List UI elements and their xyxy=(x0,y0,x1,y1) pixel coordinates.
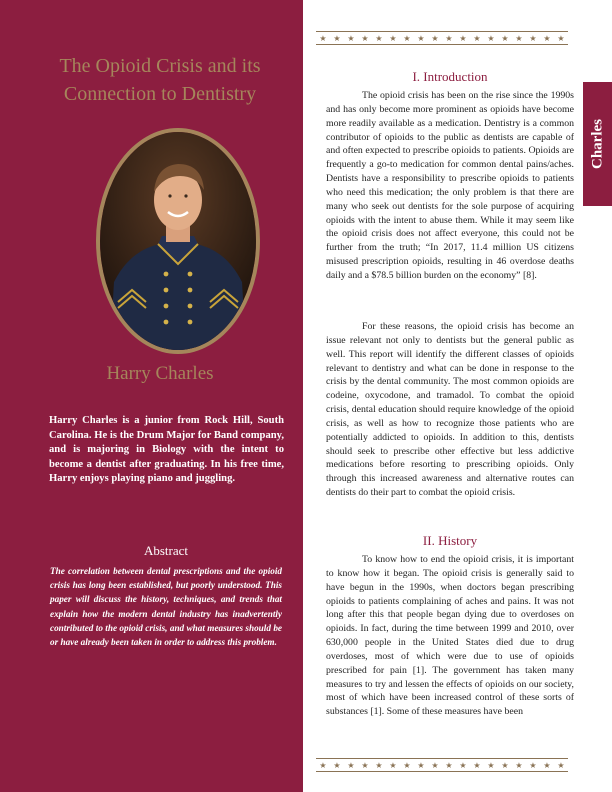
star-icon: ★ xyxy=(403,33,411,43)
author-tab xyxy=(583,82,612,206)
star-icon: ★ xyxy=(319,760,327,770)
star-icon: ★ xyxy=(445,760,453,770)
star-icon: ★ xyxy=(361,33,369,43)
star-icon: ★ xyxy=(431,33,439,43)
section-heading-history: II. History xyxy=(422,533,478,548)
star-icon: ★ xyxy=(347,760,355,770)
star-icon: ★ xyxy=(375,760,383,770)
star-icon: ★ xyxy=(417,33,425,43)
star-icon: ★ xyxy=(473,33,481,43)
intro-paragraph-2: For these reasons, the opioid crisis has become an issue relevant not only to dentists but the general public as well. This report will identify the different classes of opioids relevant to dentistry and what can be done in response to the crisis by the dental community. The most common opioids are codeine, oxycodone, and tramadol. To combat the opioid crisis, dental education should require knowledge of the opioid crisis, as well as how to recognize those patients who are potentially addicted to opioids. In addition to this, dentists should seek to prescribe other effective but less addictive medications before resorting to prescribing opioids. Only through this increased awareness and alternative routes can dentists do their part to combat the opioid crisis. xyxy=(326,321,574,499)
star-icon: ★ xyxy=(487,33,495,43)
star-icon: ★ xyxy=(557,760,565,770)
star-icon: ★ xyxy=(403,760,411,770)
section-heading-introduction: I. Introduction xyxy=(412,69,488,84)
bottom-star-border xyxy=(316,758,568,772)
title-line-1: The Opioid Crisis and its xyxy=(59,55,261,77)
author-portrait xyxy=(96,128,260,354)
star-icon: ★ xyxy=(319,33,327,43)
star-icon: ★ xyxy=(557,33,565,43)
star-icon: ★ xyxy=(529,33,537,43)
star-icon: ★ xyxy=(473,760,481,770)
title-line-2: Connection to Dentistry xyxy=(63,83,257,105)
star-icon: ★ xyxy=(501,33,509,43)
star-icon: ★ xyxy=(431,760,439,770)
star-icon: ★ xyxy=(361,760,369,770)
star-icon: ★ xyxy=(501,760,509,770)
star-icon: ★ xyxy=(543,33,551,43)
star-icon: ★ xyxy=(417,760,425,770)
intro-paragraph-1: The opioid crisis has been on the rise since the 1990s and has only become more prominent as opioids have become more readily available as a medication. Dentistry is a common contributor of opioids to the public as dentists are capable of and often expected to prescribe opioids to patients. Opioids are frequently a go-to medication for common dental pains/aches. Dentists have a responsibility to prescribe opioids to patients who need this medication; the only problem is that there are many who seek out dentists for the sole purpose of acquiring opioids with the intent to abuse them. While it may seem like the opioid crisis does not affect everyone, this could not be further from the truth; “In 2017, 11.4 million US citizens misused prescription opioids, resulting in 46 overdose deaths daily and a $78.5 billion burden on the economy” [8]. xyxy=(326,90,574,281)
star-icon: ★ xyxy=(529,760,537,770)
page-title xyxy=(20,52,300,108)
star-icon: ★ xyxy=(515,33,523,43)
star-icon: ★ xyxy=(347,33,355,43)
abstract-heading: Abstract xyxy=(143,543,189,558)
star-icon: ★ xyxy=(375,33,383,43)
author-bio: Harry Charles is a junior from Rock Hill, South Carolina. He is the Drum Major for Band company, and is majoring in Biology with the intent to become a dentist after graduating. In his free time, Harry enjoys playing piano and juggling. xyxy=(49,415,284,485)
star-icon: ★ xyxy=(487,760,495,770)
star-icon: ★ xyxy=(333,33,341,43)
top-star-border xyxy=(316,31,568,45)
portrait-image xyxy=(100,132,256,350)
abstract-text: The correlation between dental prescriptions and the opioid crisis has long been established, but poorly understood. This paper will discuss the history, techniques, and trends that explain how the modern dental industry has inadvertently contributed to the opioid crisis, and what measures should be or have already been taken in order to address this problem. xyxy=(50,566,282,648)
sidebar-panel xyxy=(0,0,303,792)
star-icon: ★ xyxy=(459,760,467,770)
tab-label: Charles xyxy=(589,119,605,169)
author-name: Harry Charles xyxy=(106,363,214,384)
star-icon: ★ xyxy=(445,33,453,43)
star-icon: ★ xyxy=(459,33,467,43)
star-icon: ★ xyxy=(333,760,341,770)
star-icon: ★ xyxy=(515,760,523,770)
star-icon: ★ xyxy=(389,760,397,770)
star-icon: ★ xyxy=(543,760,551,770)
star-icon: ★ xyxy=(389,33,397,43)
history-paragraph-1: To know how to end the opioid crisis, it is important to know how it began. The opioid crisis is generally said to have begun in the 1990s, when doctors began prescribing opioids to patients complaining of aches and pains. It was not long after this that people began dying due to overdoses on opioids. In fact, during the time between 1999 and 2010, over 630,000 people in the United States died due to drug overdoses, most of which were due to use of opioids prescribed for pain [1]. The government has taken many measures to try and lessen the effects of opioids on our society, most of which have been increased control of these sorts of substances [1]. Some of these measures have been xyxy=(326,554,574,718)
